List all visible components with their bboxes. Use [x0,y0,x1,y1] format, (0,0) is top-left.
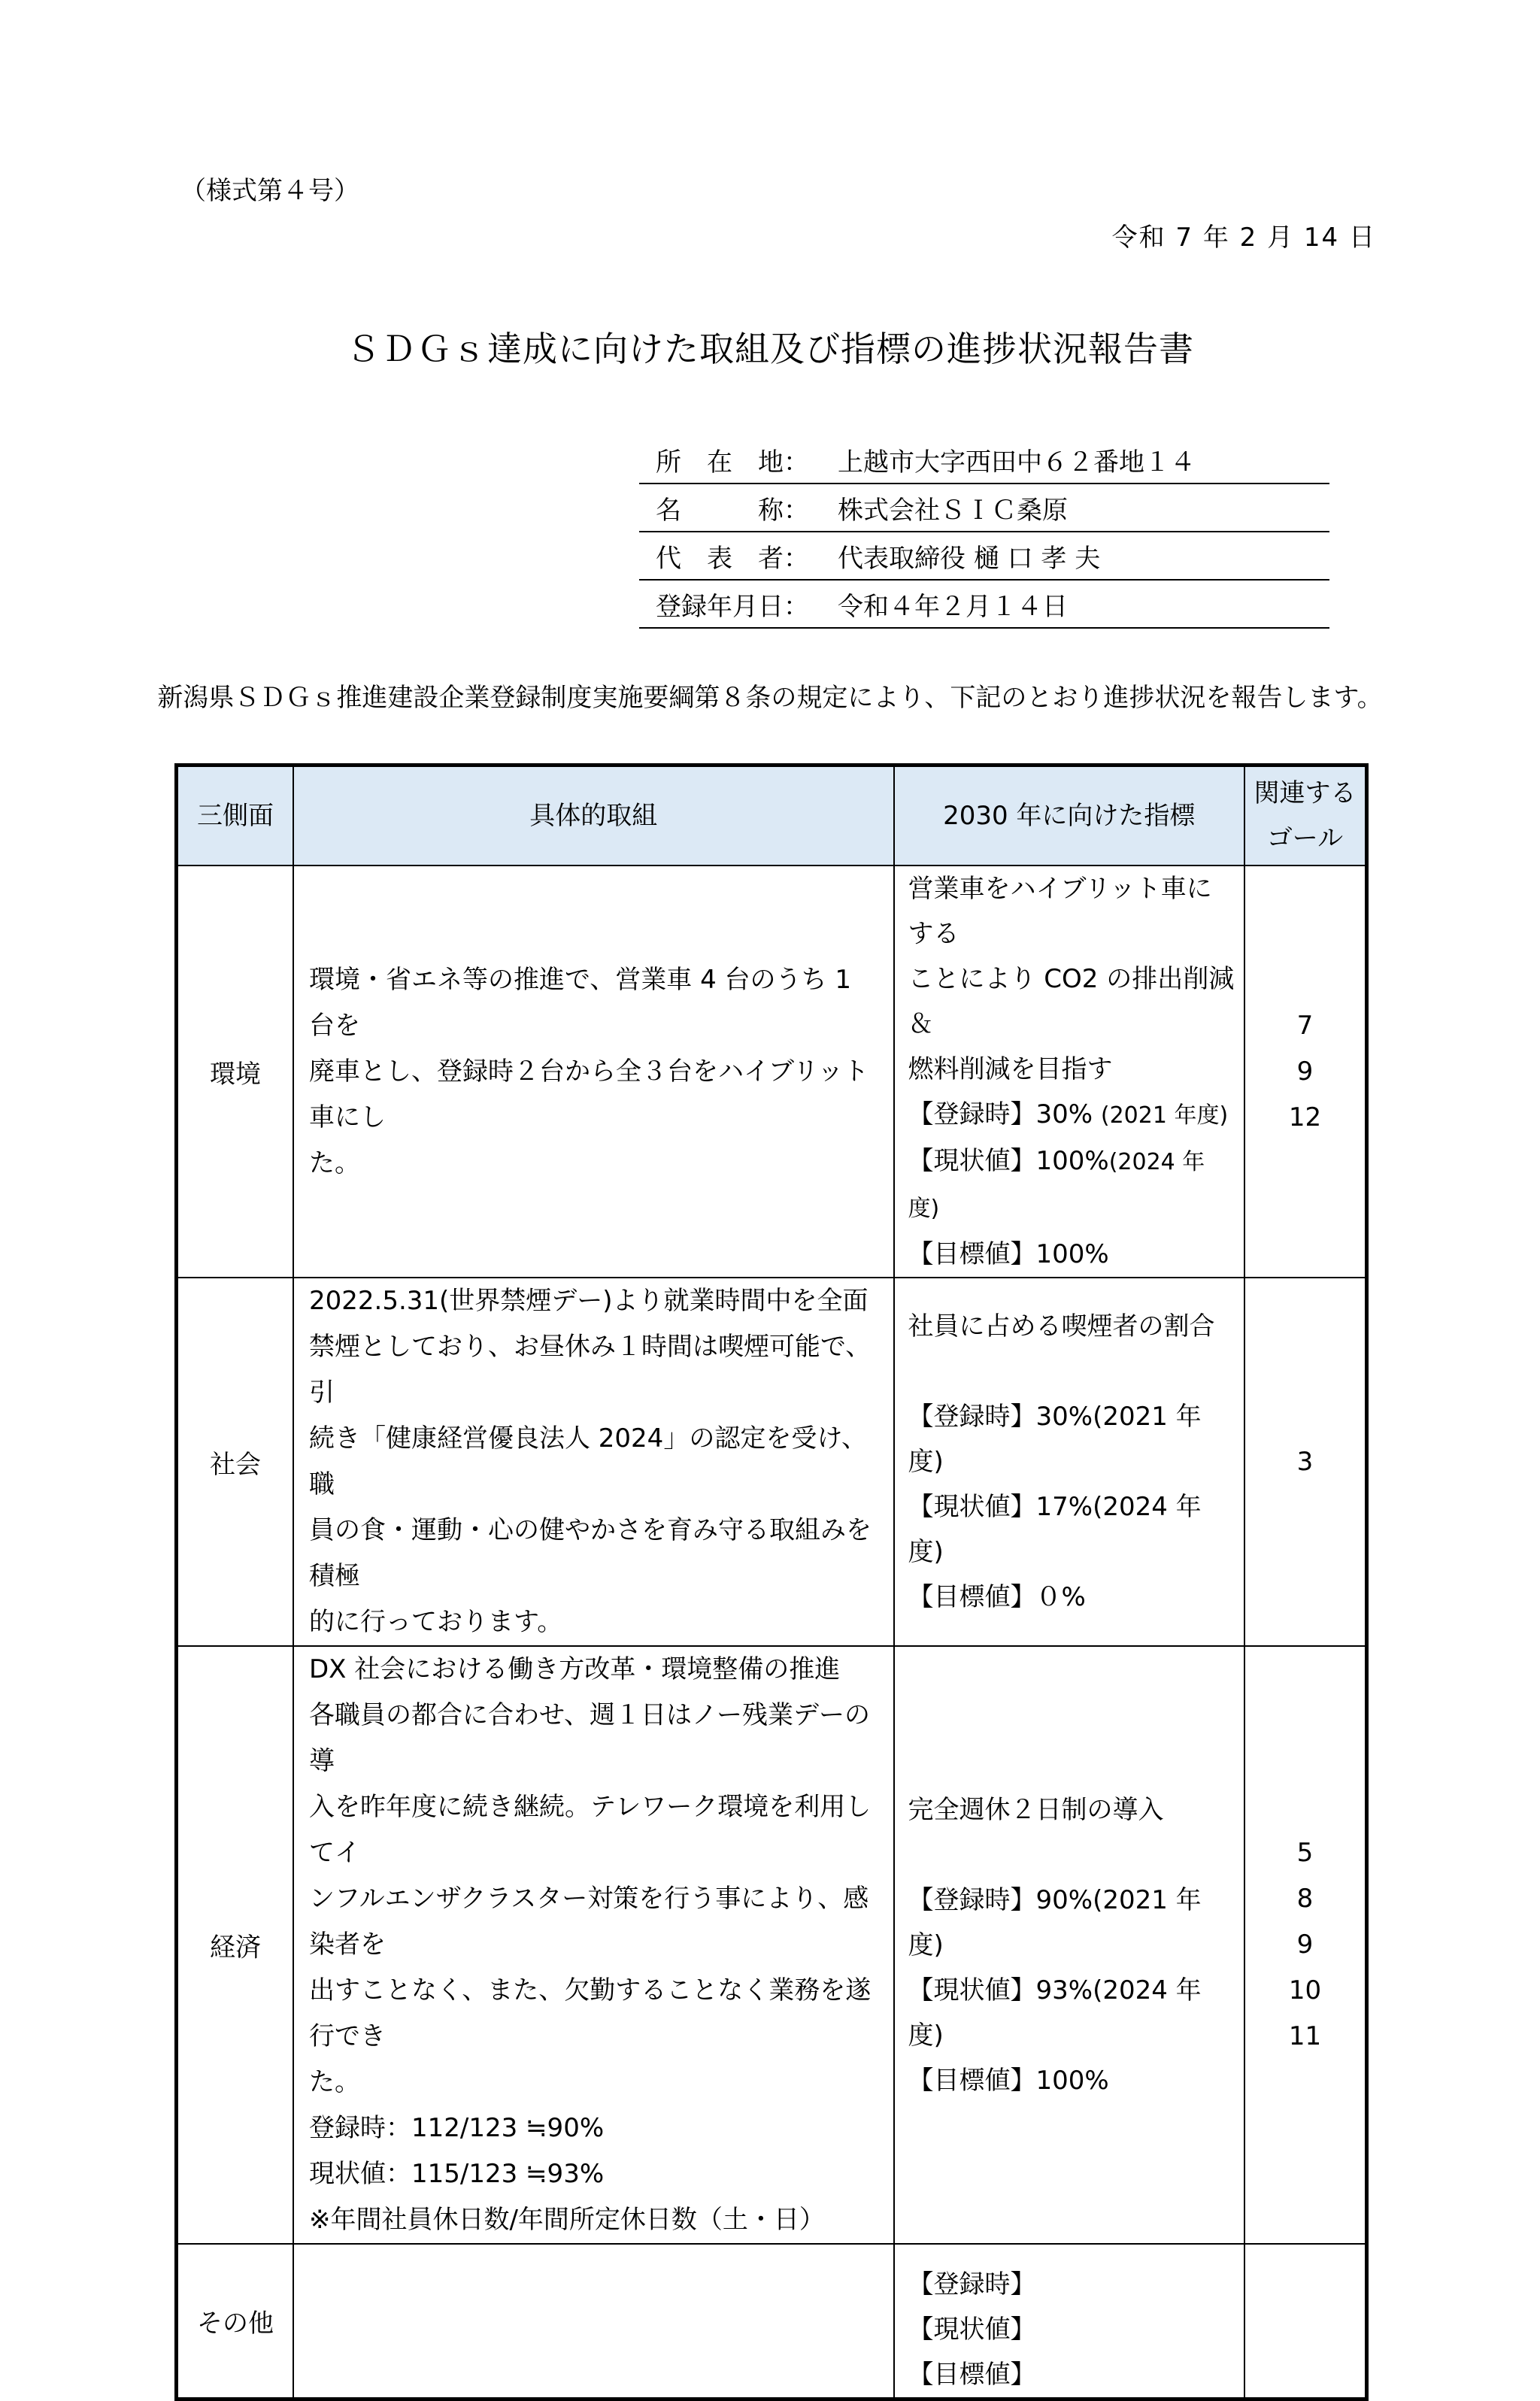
effort-line: 続き「健康経営優良法人 2024」の認定を受け、職 [308,1423,867,1499]
document-title: ＳＤＧｓ達成に向けた取組及び指標の進捗状況報告書 [346,329,1194,369]
goals-cell [1244,1646,1367,2244]
effort-line: 2022.5.31(世界禁煙デー)より就業時間中を全面 [308,1286,869,1316]
progress-report-table [174,763,1369,2401]
info-row-registration-date [639,581,1329,629]
info-value: 令和４年２月１４日 [838,591,1068,622]
info-label: 代 表 者： [656,543,809,574]
goal-number: 3 [1296,1446,1314,1477]
effort-line: 的に行っております。 [308,1607,563,1637]
table-row-other [177,2244,1367,2399]
effort-line: 登録時：112/123 ≒90% [308,2113,605,2143]
current-year: (2024 年度) [908,1149,1205,1222]
indicator-target-line: 営業車をハイブリット車にする [908,874,1212,949]
header-aspect: 三側面 [177,765,293,866]
effort-cell [293,2244,894,2399]
table-row-environment [177,866,1367,1278]
goal-number: 8 [1296,1884,1314,1914]
info-label: 名 称： [656,495,809,526]
aspect-cell: その他 [177,2244,293,2399]
spacer [908,1349,1236,1394]
company-info-block [639,436,1329,629]
table-row-economy [177,1646,1367,2244]
indicator-goal: 【目標値】０% [908,1582,1086,1612]
indicator-cell [894,1646,1244,2244]
info-value: 株式会社ＳＩＣ桑原 [838,495,1068,526]
effort-line: 出すことなく、また、欠勤することなく業務を遂行でき [308,1975,872,2051]
goal-number: 9 [1296,1930,1314,1960]
indicator-target-line: 完全週休２日制の導入 [908,1794,1164,1825]
goals-cell [1244,1278,1367,1646]
effort-line: た。 [308,1147,360,1178]
effort-cell [293,866,894,1278]
effort-line: ※年間社員休日数/年間所定休日数（土・日） [308,2205,825,2235]
effort-line: DX 社会における働き方改革・環境整備の推進 [308,1654,841,1684]
effort-line: た。 [308,2067,360,2097]
info-row-representative [639,532,1329,581]
indicator-cell [894,866,1244,1278]
effort-cell [293,1278,894,1646]
goal-number: 11 [1288,2021,1322,2051]
header-goals [1244,765,1367,866]
indicator-goal: 【目標値】100% [908,2065,1109,2096]
form-number: （様式第４号） [180,176,359,206]
indicator-goal: 【目標値】 [908,2359,1036,2390]
indicator-current: 【現状値】93%(2024 年度) [908,1975,1202,2051]
indicator-target-line: 燃料削減を目指す [908,1054,1113,1084]
effort-line: 各職員の都合に合わせ、週１日はノー残業デーの導 [308,1700,870,1776]
header-indicator: 2030 年に向けた指標 [894,765,1244,866]
indicator-target-line: ことにより CO2 の排出削減＆ [908,964,1235,1039]
indicator-goal: 【目標値】100% [908,1239,1109,1269]
table-header-row [177,765,1367,866]
intro-text: 新潟県ＳＤＧｓ推進建設企業登録制度実施要綱第８条の規定により、下記のとおり進捗状況を報告します。 [157,683,1383,713]
effort-cell [293,1646,894,2244]
effort-line: ンフルエンザクラスター対策を行う事により、感染者を [308,1884,869,1960]
indicator-registered: 【登録時】30%(2021 年度) [908,1402,1202,1477]
indicator-current: 【現状値】17%(2024 年度) [908,1492,1202,1567]
goal-number: 5 [1296,1838,1314,1868]
table-row-society [177,1278,1367,1646]
aspect-cell: 経済 [177,1646,293,2244]
indicator-registered [908,1092,1236,1138]
registered-year: (2021 年度) [1100,1102,1229,1129]
indicator-current: 【現状値】 [908,2314,1036,2345]
info-value: 上越市大字西田中６２番地１４ [838,447,1196,477]
info-label: 登録年月日： [656,591,809,622]
info-row-name [639,484,1329,532]
goal-number: 10 [1288,1975,1322,2005]
report-date: 令和 7 年 2 月 14 日 [1111,223,1376,253]
goals-cell [1244,866,1367,1278]
aspect-cell: 社会 [177,1278,293,1646]
goals-cell [1244,2244,1367,2399]
indicator-registered: 【登録時】90%(2021 年度) [908,1884,1202,1960]
header-effort: 具体的取組 [293,765,894,866]
indicator-current [908,1138,1236,1232]
current-value: 【現状値】100% [908,1146,1109,1176]
info-label: 所 在 地： [656,447,809,477]
effort-line: 廃車とし、登録時２台から全３台をハイブリット車にし [308,1056,869,1132]
registered-value: 【登録時】30% [908,1099,1093,1129]
effort-line: 環境・省エネ等の推進で、営業車 4 台のうち 1 台を [308,964,851,1041]
indicator-registered: 【登録時】 [908,2269,1036,2299]
header-goals-line1: 関連する [1254,778,1357,808]
aspect-cell: 環境 [177,866,293,1278]
goal-number: 12 [1288,1102,1322,1132]
effort-line: 現状値：115/123 ≒93% [308,2159,605,2189]
indicator-target-line: 社員に占める喫煙者の割合 [908,1311,1215,1341]
goal-number: 9 [1296,1056,1314,1087]
effort-line: 禁煙としており、お昼休み１時間は喫煙可能で、引 [308,1332,872,1408]
header-goals-line2: ゴール [1266,823,1344,853]
effort-line: 員の食・運動・心の健やかさを育み守る取組みを積極 [308,1515,872,1591]
effort-line: 入を昨年度に続き継続。テレワーク環境を利用してイ [308,1792,872,1868]
indicator-cell [894,1278,1244,1646]
goal-number: 7 [1296,1010,1314,1041]
indicator-cell [894,2244,1244,2399]
info-row-address [639,436,1329,484]
spacer [908,1833,1236,1878]
info-value: 代表取締役 樋 口 孝 夫 [838,543,1101,574]
